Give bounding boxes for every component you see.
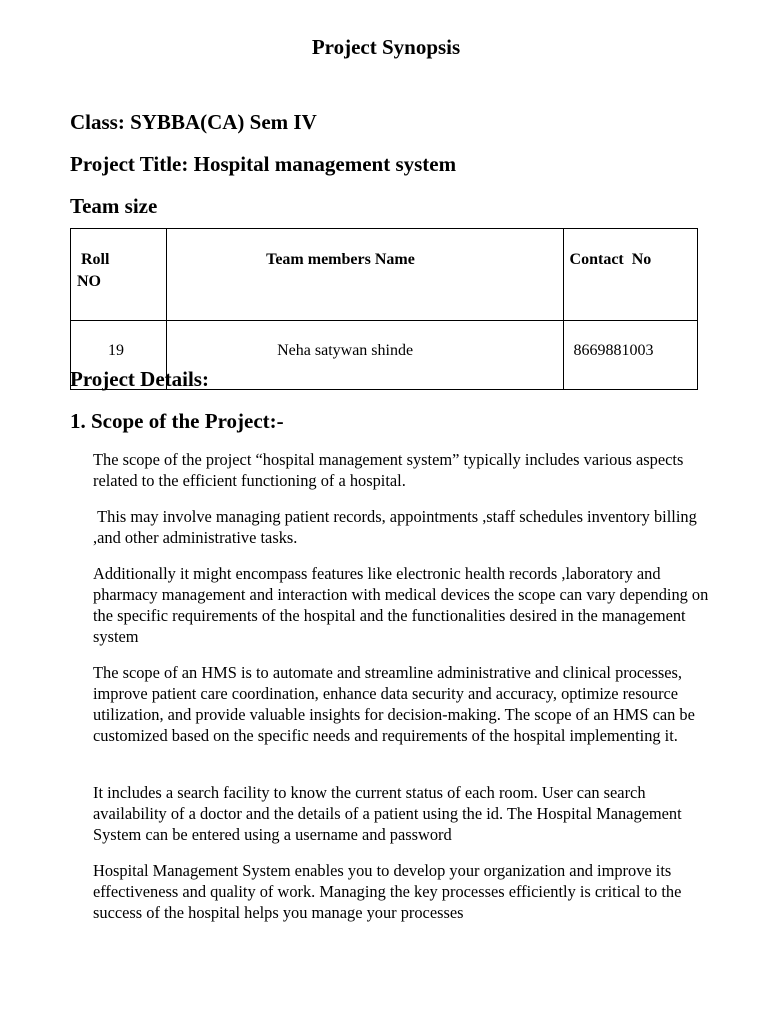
cell-roll-text: 19 <box>108 342 124 359</box>
paragraph-6: Hospital Management System enables you to develop your organization and improve its effectiveness and quality of work. Managing the key processes efficiently is critical to the success of the hospital helps you manage your processes <box>93 861 682 922</box>
header-contact-text: Contact No <box>569 251 652 268</box>
project-details-heading: Project Details: <box>70 367 209 391</box>
cell-contact <box>563 321 697 390</box>
scope-heading: 1. Scope of the Project:- <box>70 409 284 433</box>
paragraph-2: This may involve managing patient records, appointments ,staff schedules inventory billing ,and other administrative tasks. <box>93 507 701 547</box>
paragraph-3: Additionally it might encompass features like electronic health records ,laboratory and pharmacy management and interaction with medical devices the scope can vary depending on the specific requirements of the hospital and the functionalities desired in the management system <box>93 564 709 646</box>
header-member-name <box>167 229 563 321</box>
cell-contact-text: 8669881003 <box>573 342 654 359</box>
paragraph-5: It includes a search facility to know the current status of each room. User can search availability of a doctor and the details of a patient using the id. The Hospital Management System can be entered using a username and password <box>93 783 682 844</box>
header-roll-line1: Roll <box>81 251 110 268</box>
project-title-heading: Project Title: Hospital management system <box>70 152 457 176</box>
team-size-heading: Team size <box>70 194 158 218</box>
header-contact-no <box>563 229 697 321</box>
header-member-name-text: Team members Name <box>266 251 415 268</box>
cell-name-text: Neha satywan shinde <box>277 342 414 359</box>
cell-name <box>167 321 563 390</box>
table-header-row <box>71 229 698 321</box>
paragraph-4: The scope of an HMS is to automate and streamline administrative and clinical processes, improve patient care coordination, enhance data security and accuracy, optimize resource utilization, and provide valuable insights for decision-making. The scope of an HMS can be customized based on the specific needs and requirements of the hospital implementing it. <box>93 663 695 745</box>
paragraph-1: The scope of the project “hospital management system” typically includes various aspects related to the efficient functioning of a hospital. <box>93 450 684 490</box>
class-heading: Class: SYBBA(CA) Sem IV <box>70 110 317 134</box>
header-roll-line2: NO <box>77 273 101 290</box>
document-title: Project Synopsis <box>311 35 461 59</box>
header-roll-no <box>71 229 167 321</box>
